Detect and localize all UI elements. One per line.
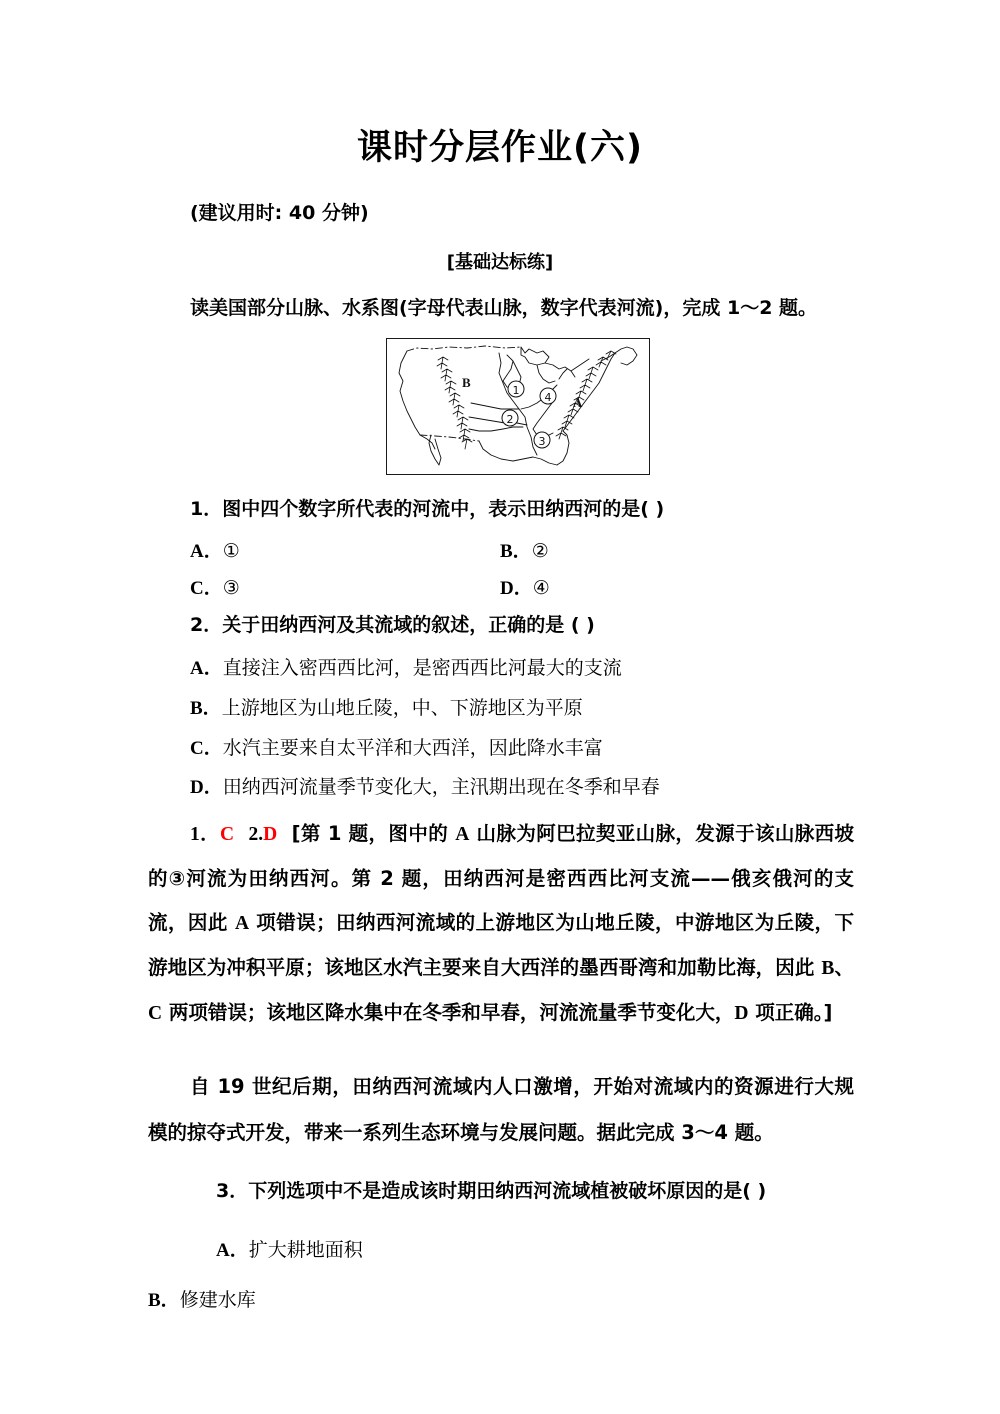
question-1-option-c[interactable] bbox=[190, 573, 240, 600]
answer-1-letter: C bbox=[220, 824, 235, 845]
map-svg bbox=[387, 339, 648, 473]
explanation-option-D: D bbox=[734, 1003, 749, 1024]
option-a-text: 直接注入密西西比河，是密西西比河最大的支流 bbox=[222, 657, 622, 679]
answer-2-letter: D bbox=[263, 824, 278, 845]
question-3-text: 3．下列选项中不是造成该时期田纳西河流域植被破坏原因的是( ) bbox=[216, 1180, 767, 1202]
stem-intro: 读美国部分山脉、水系图(字母代表山脉，数字代表河流)，完成 1～2 题。 bbox=[190, 297, 818, 319]
option-d-label: D． bbox=[500, 578, 533, 599]
map-label-river-2: 2 bbox=[506, 413, 514, 426]
map-label-mountain-A: A bbox=[573, 395, 583, 410]
us-mountains-rivers-map bbox=[386, 338, 650, 475]
question-1-option-b[interactable] bbox=[500, 536, 549, 563]
question-2-option-c[interactable] bbox=[190, 733, 603, 760]
paragraph-stem-3-4: 自 19 世纪后期，田纳西河流域内人口激增，开始对流域内的资源进行大规模的掠夺式开发，带来一系列生态环境与发展问题。据此完成 3～4 题。 bbox=[148, 1075, 854, 1144]
map-label-river-1: 1 bbox=[512, 384, 520, 397]
map-label-mountain-B: B bbox=[462, 375, 471, 390]
option-b-label: B． bbox=[190, 698, 222, 719]
explanation-text-2: 山脉为阿巴拉契亚山脉，发源于该山脉西坡的③河流为田纳西河。第 2 题，田纳西河是密西西比河支流——俄亥俄河的支流，因此 bbox=[148, 822, 855, 934]
option-b-label: B． bbox=[148, 1290, 180, 1311]
option-d-text: 田纳西河流量季节变化大，主汛期出现在冬季和早春 bbox=[222, 776, 660, 798]
map-label-river-4: 4 bbox=[544, 391, 552, 404]
option-c-text: 水汽主要来自太平洋和大西洋，因此降水丰富 bbox=[222, 737, 603, 759]
question-2-text: 2．关于田纳西河及其流域的叙述，正确的是 ( ) bbox=[190, 614, 595, 636]
map-label-river-3: 3 bbox=[538, 435, 546, 448]
option-b-text: 修建水库 bbox=[179, 1289, 256, 1311]
option-b-text: 上游地区为山地丘陵，中、下游地区为平原 bbox=[221, 697, 583, 719]
explanation-options-BC: B、C bbox=[148, 958, 854, 1024]
option-c-label: C． bbox=[190, 738, 223, 759]
question-1-text: 1．图中四个数字所代表的河流中，表示田纳西河的是( ) bbox=[190, 498, 665, 520]
explanation-option-A: A bbox=[234, 913, 250, 934]
explanation-text-4: 两项错误；该地区降水集中在冬季和早春，河流流量季节变化大， bbox=[162, 1001, 735, 1024]
question-3-option-a[interactable] bbox=[216, 1235, 363, 1262]
option-b-label: B． bbox=[500, 541, 532, 562]
option-a-label: A． bbox=[190, 541, 223, 562]
map-river-labels bbox=[502, 381, 556, 448]
section-tag: [基础达标练] bbox=[446, 252, 554, 273]
question-2-option-a[interactable] bbox=[190, 653, 622, 680]
option-d-label: D． bbox=[190, 777, 223, 798]
question-1-option-a[interactable] bbox=[190, 536, 240, 563]
explanation-mountain-A: A bbox=[455, 824, 470, 845]
option-a-label: A． bbox=[216, 1240, 249, 1261]
option-d-text: ④ bbox=[532, 577, 550, 599]
explanation-text-3: 项错误；田纳西河流域的上游地区为山地丘陵，中游地区为丘陵，下游地区为冲积平原；该地区水汽主要来自大西洋的墨西哥湾和加勒比海，因此 bbox=[148, 911, 854, 979]
explanation-text-5: 项正确。] bbox=[748, 1001, 833, 1024]
option-a-label: A． bbox=[190, 658, 223, 679]
suggested-time: (建议用时: 40 分钟) bbox=[190, 202, 369, 224]
page-title: 课时分层作业(六) bbox=[357, 128, 643, 168]
answer-2-number: 2. bbox=[248, 824, 264, 845]
question-3-option-b[interactable] bbox=[148, 1285, 256, 1312]
question-2-option-b[interactable] bbox=[190, 693, 583, 720]
question-1-option-d[interactable] bbox=[500, 573, 550, 600]
option-b-text: ② bbox=[531, 540, 549, 562]
answer-1-number: 1． bbox=[190, 824, 221, 845]
option-c-text: ③ bbox=[222, 577, 240, 599]
explanation-text-1: [第 1 题，图中的 bbox=[291, 822, 456, 845]
explanation-block bbox=[148, 812, 854, 1036]
option-c-label: C． bbox=[190, 578, 223, 599]
option-a-text: ① bbox=[222, 540, 240, 562]
option-a-text: 扩大耕地面积 bbox=[248, 1239, 363, 1261]
question-2-option-d[interactable] bbox=[190, 772, 660, 799]
